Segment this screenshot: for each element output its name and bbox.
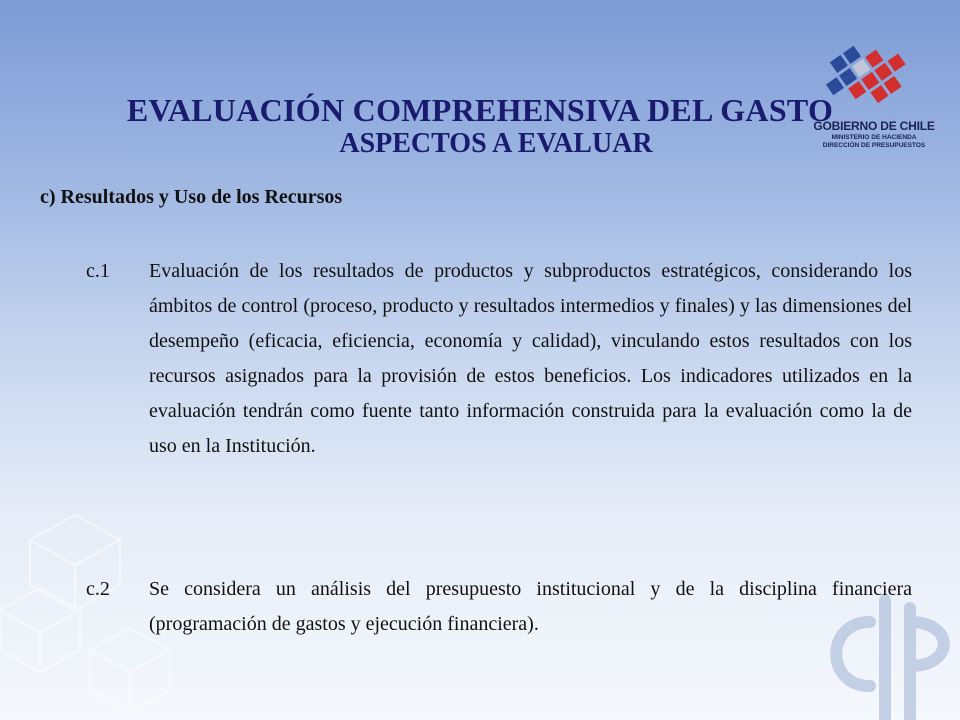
slide-subtitle: ASPECTOS A EVALUAR [339,128,653,159]
list-item-c2 [86,572,912,642]
item-text: Evaluación de los resultados de productos y subproductos estratégicos, considerando los ámbitos de control (proceso, producto y resultados intermedios y finales) y las dimensiones del desempeño (eficacia, eficiencia, economía y calidad), vinculando estos resultados con los recursos asignados para la provisión de estos beneficios. Los indicadores utilizados en la evaluación tendrán como fuente tanto información construida para la evaluación como la de uso en la Institución. [149,260,912,457]
item-text: Se considera un análisis del presupuesto institucional y de la disciplina financiera (programación de gastos y ejecución financiera). [149,578,912,635]
item-label: c.2 [86,578,110,600]
logo-gobierno-text: GOBIERNO DE CHILE [813,119,935,133]
logo-ministerio-line: MINISTERIO DE HACIENDA [831,134,917,141]
list-item-c1 [86,254,912,464]
item-label: c.1 [86,260,110,282]
slide-title: EVALUACIÓN COMPREHENSIVA DEL GASTO [126,92,834,128]
logo-direccion-line: DIRECCIÓN DE PRESUPUESTOS [822,142,926,149]
section-heading: c) Resultados y Uso de los Recursos [40,186,343,208]
